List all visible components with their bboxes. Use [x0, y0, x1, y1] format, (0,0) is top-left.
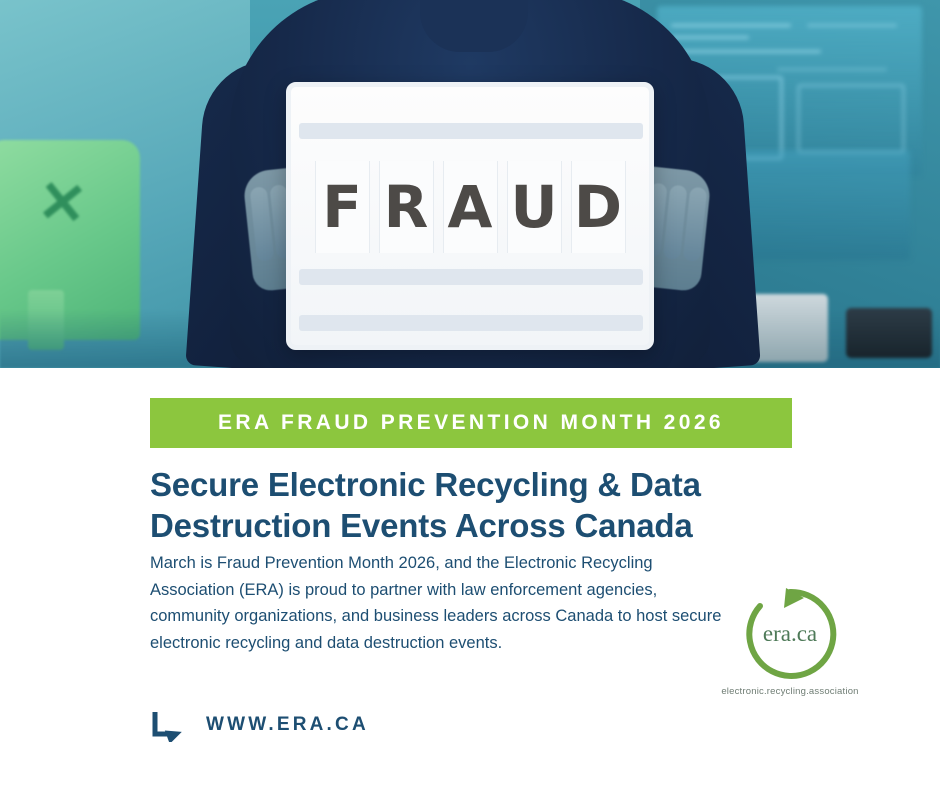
logo-tagline: electronic.recycling.association: [721, 686, 859, 697]
content-area: [0, 368, 940, 788]
office-equipment-dark-icon: [846, 308, 932, 358]
sign-letter: A: [443, 161, 498, 253]
sign-letter: U: [507, 161, 562, 253]
sign-slot: [299, 269, 643, 285]
sign-slot: [299, 123, 643, 139]
arrow-down-right-icon: [150, 708, 184, 742]
body-paragraph: March is Fraud Prevention Month 2026, and the Electronic Recycling Association (ERA) is proud to partner with law enforcement agencies, community organizations, and business leaders across Canada to host secure electronic recycling and data destruction events.: [150, 554, 722, 653]
era-logo: [700, 586, 880, 696]
eyebrow-banner: [150, 398, 792, 448]
hero-photo: [0, 0, 940, 368]
sign-letter: R: [379, 161, 434, 253]
footer-url-row[interactable]: [150, 708, 369, 742]
sign-letter: D: [571, 161, 626, 253]
fraud-lightbox-sign: [286, 82, 654, 350]
page-title: Secure Electronic Recycling & Data Destruction Events Across Canada: [150, 466, 701, 545]
x-mark-icon: ✕: [34, 168, 90, 239]
sign-slot: [299, 315, 643, 331]
logo-wordmark: era.ca: [762, 621, 818, 646]
eyebrow-label: ERA FRAUD PREVENTION MONTH 2026: [217, 411, 724, 434]
sign-letter: F: [315, 161, 370, 253]
sign-letters: [291, 159, 649, 255]
website-url[interactable]: WWW.ERA.CA: [206, 714, 369, 735]
